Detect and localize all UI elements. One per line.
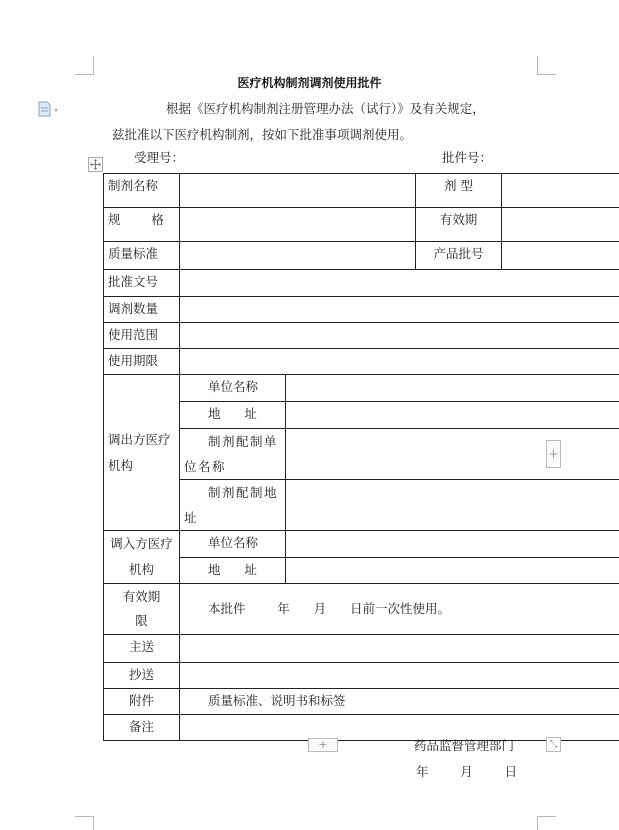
label-cc: 抄送 — [104, 663, 180, 689]
move-icon[interactable] — [88, 157, 103, 172]
value-usage-scope[interactable] — [180, 323, 619, 349]
label-out-institution: 调出方医疗机构 — [104, 375, 180, 531]
label-in-institution: 调入方医疗机构 — [104, 531, 180, 584]
value-prep-unit-name[interactable] — [286, 429, 619, 480]
value-prep-address[interactable] — [286, 480, 619, 531]
valid-period-text: 本批件 年 月 日前一次性使用。 — [180, 584, 619, 635]
issue-date: 年 月 日 — [416, 762, 517, 780]
label-specification: 规 格 — [104, 208, 180, 242]
label-main-recipient: 主送 — [104, 635, 180, 663]
label-in-unit-name: 单位名称 — [180, 531, 286, 558]
label-remarks: 备注 — [104, 715, 180, 741]
value-approval-doc-no[interactable] — [180, 270, 619, 297]
resize-icon[interactable]: ⤡ — [546, 737, 561, 752]
value-quality-standard[interactable] — [180, 242, 416, 270]
value-in-address[interactable] — [286, 557, 619, 584]
approval-no-label: 批件号： — [442, 148, 492, 166]
value-main-recipient[interactable] — [180, 635, 619, 663]
value-dispense-quantity[interactable] — [180, 297, 619, 323]
label-in-address: 地 址 — [180, 557, 286, 584]
value-out-unit-name[interactable] — [286, 375, 619, 402]
label-product-batch: 产品批号 — [416, 242, 502, 270]
label-validity: 有效期 — [416, 208, 502, 242]
intro-line-2: 兹批准以下医疗机构制剂，按如下批准事项调剂使用。 — [112, 125, 412, 143]
value-specification[interactable] — [180, 208, 416, 242]
label-preparation-name: 制剂名称 — [104, 174, 180, 208]
page-corner-top-right — [537, 56, 556, 75]
label-dispense-quantity: 调剂数量 — [104, 297, 180, 323]
label-dosage-form: 剂 型 — [416, 174, 502, 208]
page-corner-top-left — [75, 56, 94, 75]
value-product-batch[interactable] — [502, 242, 619, 270]
intro-line-1: 根据《医疗机构制剂注册管理办法（试行）》及有关规定， — [166, 99, 485, 117]
plus-icon[interactable]: + — [546, 440, 561, 468]
document-title: 医疗机构制剂调剂使用批件 — [0, 74, 619, 91]
label-usage-scope: 使用范围 — [104, 323, 180, 349]
value-out-address[interactable] — [286, 402, 619, 429]
document-icon[interactable] — [38, 101, 58, 117]
label-valid-period: 有效期限 — [104, 584, 180, 635]
label-prep-address: 制剂配制地址 — [180, 480, 286, 531]
label-approval-doc-no: 批准文号 — [104, 270, 180, 297]
approval-form-table — [103, 173, 619, 741]
issuing-department: 药品监督管理部门 — [414, 736, 514, 754]
value-in-unit-name[interactable] — [286, 531, 619, 558]
value-usage-period[interactable] — [180, 349, 619, 375]
add-row-button[interactable]: + — [308, 738, 338, 752]
value-dosage-form[interactable] — [502, 174, 619, 208]
page-corner-bottom-right — [537, 816, 556, 830]
value-validity[interactable] — [502, 208, 619, 242]
acceptance-no-label: 受理号： — [134, 148, 184, 166]
page-corner-bottom-left — [75, 816, 94, 830]
label-attachment: 附件 — [104, 689, 180, 715]
label-out-address: 地 址 — [180, 402, 286, 429]
value-preparation-name[interactable] — [180, 174, 416, 208]
value-cc[interactable] — [180, 663, 619, 689]
label-quality-standard: 质量标准 — [104, 242, 180, 270]
label-usage-period: 使用期限 — [104, 349, 180, 375]
label-prep-unit-name: 制剂配制单位名称 — [180, 429, 286, 480]
attachment-text: 质量标准、说明书和标签 — [180, 689, 619, 715]
label-out-unit-name: 单位名称 — [180, 375, 286, 402]
